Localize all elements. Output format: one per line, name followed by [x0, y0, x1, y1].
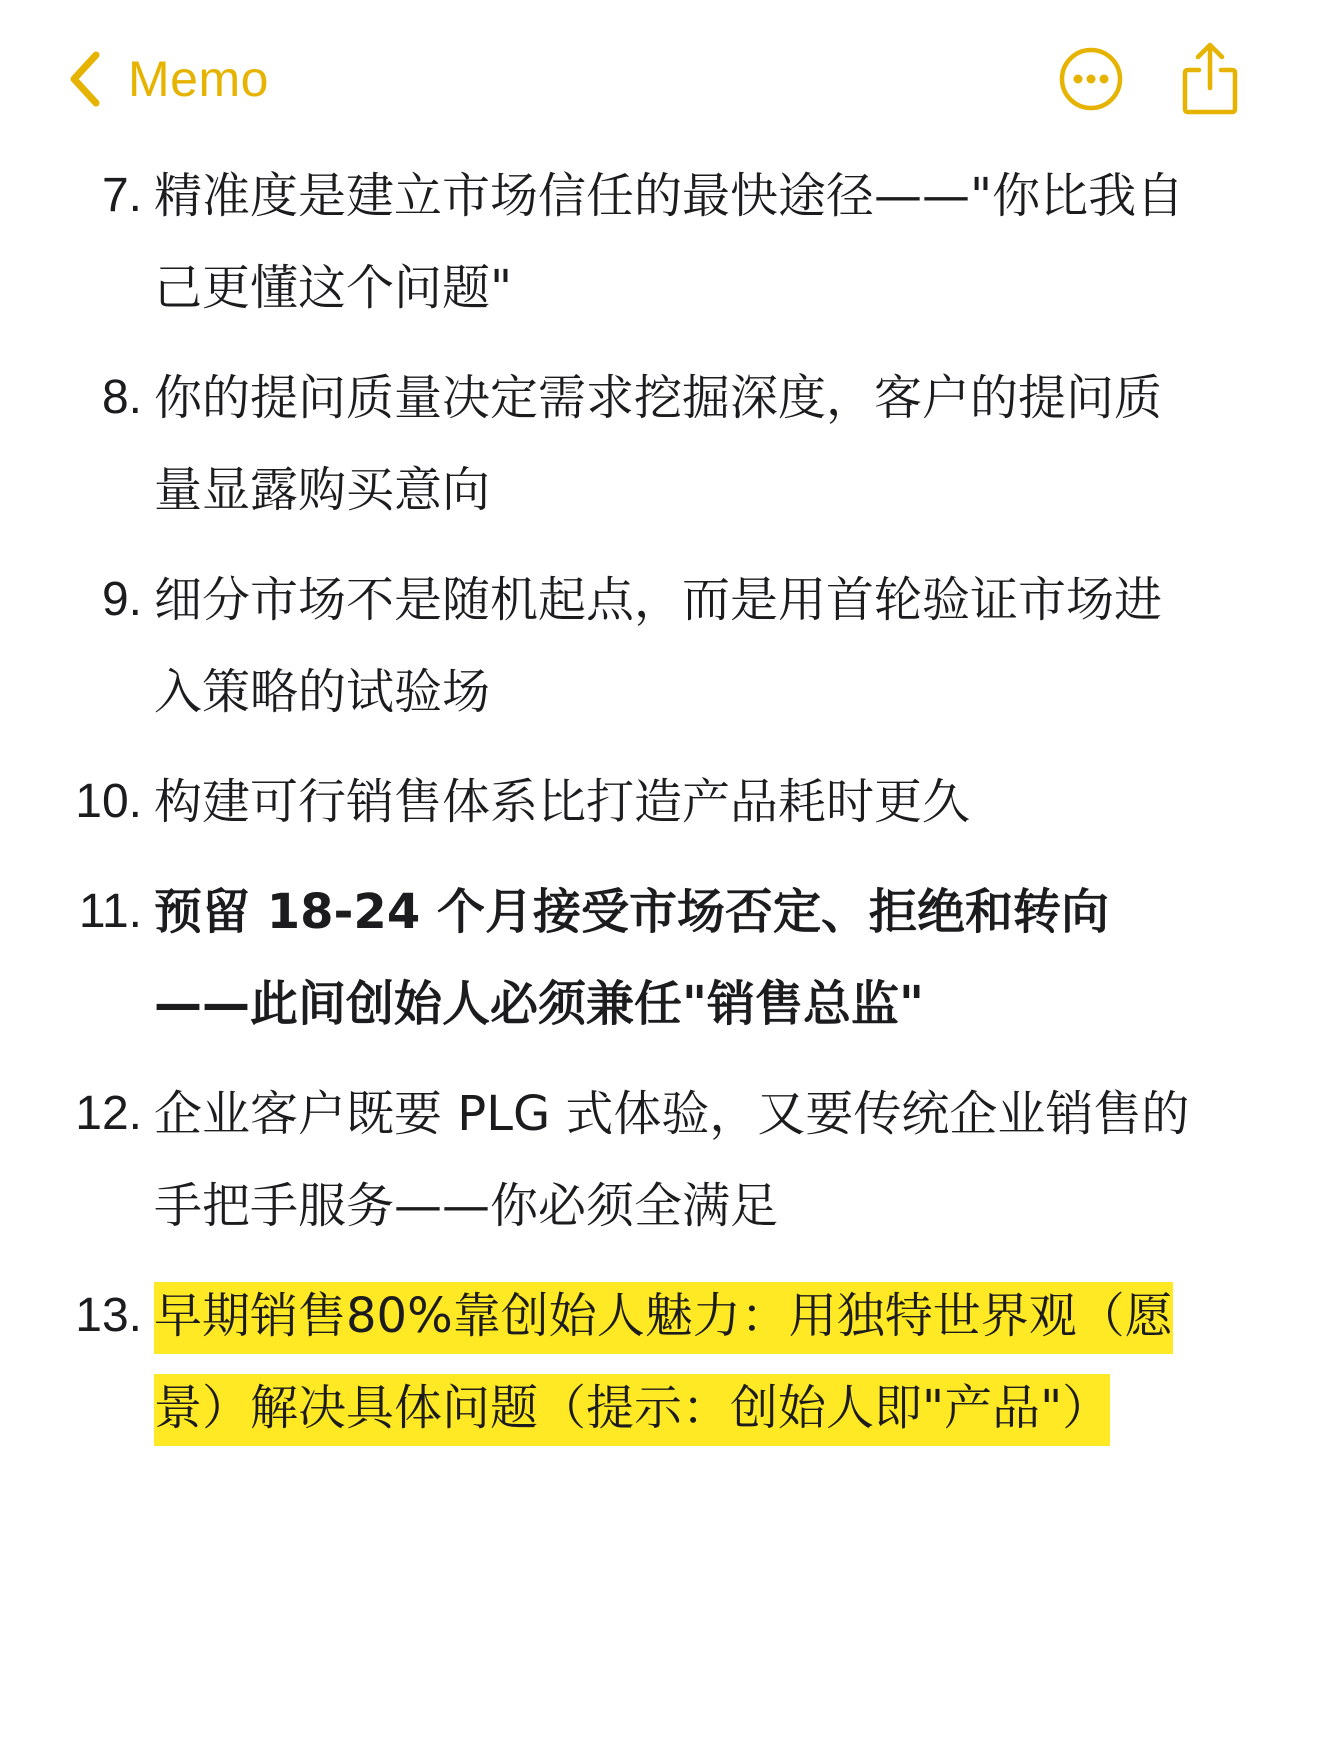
list-item: [0, 1068, 1204, 1252]
list-item-text: 你的提问质量决定需求挖掘深度，客户的提问质量显露购买意向: [154, 370, 1163, 518]
list-item-number: 10.: [75, 775, 142, 828]
list-item: [0, 756, 1204, 848]
list-item: [0, 554, 1204, 738]
list-item-number: 13.: [75, 1289, 142, 1342]
list-item-number: 9.: [101, 573, 142, 626]
chevron-left-icon: [66, 49, 106, 109]
list-item-number: 7.: [101, 169, 142, 222]
list-item-bold: [0, 866, 1204, 1050]
list-item-number: 12.: [75, 1087, 142, 1140]
list-item-text: 精准度是建立市场信任的最快途径——"你比我自己更懂这个问题": [154, 168, 1185, 316]
navigation-bar: [0, 0, 1320, 150]
list-item-highlighted: [0, 1270, 1204, 1454]
ellipsis-circle-icon: [1058, 46, 1124, 112]
list-item-text: 构建可行销售体系比打造产品耗时更久: [154, 774, 971, 830]
share-icon: [1180, 40, 1240, 116]
list-item: [0, 150, 1204, 334]
more-button[interactable]: [1058, 46, 1124, 112]
back-button[interactable]: [66, 44, 269, 114]
list-item-text: 细分市场不是随机起点，而是用首轮验证市场进入策略的试验场: [154, 572, 1163, 720]
share-button[interactable]: [1180, 40, 1240, 116]
list-item-number: 11.: [78, 885, 142, 938]
list-item-text: 企业客户既要 PLG 式体验，又要传统企业销售的手把手服务——你必须全满足: [154, 1086, 1190, 1234]
list-item-text: 预留 18-24 个月接受市场否定、拒绝和转向——此间创始人必须兼任"销售总监": [154, 884, 1109, 1032]
list-item: [0, 352, 1204, 536]
highlighted-text: 早期销售80%靠创始人魅力：用独特世界观（愿景）解决具体问题（提示：创始人即"产品"）: [154, 1282, 1173, 1446]
list-item-number: 8.: [101, 371, 142, 424]
memo-list: [0, 150, 1320, 1472]
back-button-label: Memo: [128, 51, 269, 107]
